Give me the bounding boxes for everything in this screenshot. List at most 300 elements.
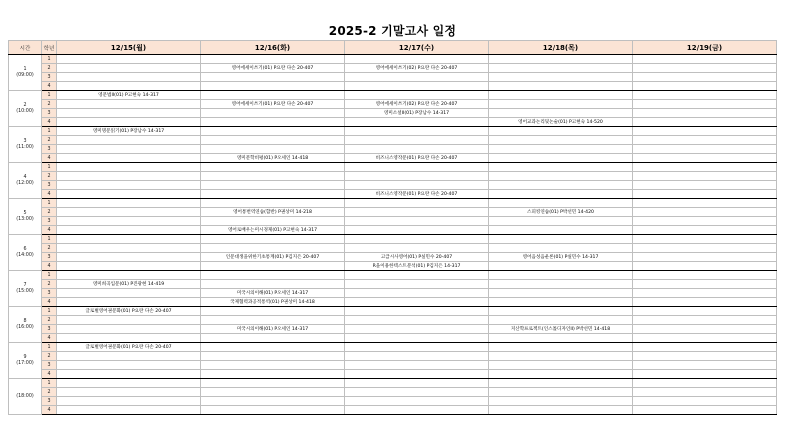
schedule-row [9, 379, 777, 388]
period-number: 2 [42, 388, 57, 397]
exam-cell [345, 127, 489, 136]
period-number: 2 [42, 100, 57, 109]
period-number: 3 [42, 289, 57, 298]
exam-cell [57, 154, 201, 163]
header-day: 12/16(화) [201, 41, 345, 55]
exam-cell [633, 262, 777, 271]
time-slot-time: (14:00) [16, 252, 34, 258]
exam-cell: 글로벌영어권문화(01) P요란 다손 20-407 [57, 343, 201, 352]
period-number: 1 [42, 127, 57, 136]
exam-cell [633, 289, 777, 298]
exam-cell [489, 82, 633, 91]
exam-cell [489, 379, 633, 388]
period-number: 3 [42, 325, 57, 334]
exam-cell [489, 172, 633, 181]
exam-cell [633, 226, 777, 235]
exam-cell [57, 73, 201, 82]
period-number: 4 [42, 406, 57, 415]
period-number: 1 [42, 343, 57, 352]
exam-cell [57, 325, 201, 334]
exam-cell [489, 154, 633, 163]
exam-cell: 국제협력과공적통역(01) P권상미 14-418 [201, 298, 345, 307]
period-number: 2 [42, 208, 57, 217]
period-number: 2 [42, 244, 57, 253]
exam-cell [201, 361, 345, 370]
schedule-row [9, 280, 777, 289]
exam-cell [633, 208, 777, 217]
schedule-row [9, 298, 777, 307]
time-slot-number: 8 [23, 318, 27, 324]
exam-cell [489, 199, 633, 208]
exam-cell [201, 316, 345, 325]
exam-cell [489, 217, 633, 226]
exam-cell [489, 361, 633, 370]
exam-cell [345, 361, 489, 370]
exam-cell [633, 73, 777, 82]
time-slot-time: (11:00) [16, 144, 34, 150]
exam-cell [57, 181, 201, 190]
exam-cell [201, 136, 345, 145]
exam-cell [57, 235, 201, 244]
period-number: 2 [42, 316, 57, 325]
time-slot [9, 271, 42, 307]
exam-cell [633, 397, 777, 406]
exam-cell [345, 208, 489, 217]
exam-schedule-table [8, 40, 777, 415]
exam-cell [201, 379, 345, 388]
exam-cell: 영어교과논리및논술(01) P고현숙 14-520 [489, 118, 633, 127]
schedule-row [9, 118, 777, 127]
exam-cell [57, 109, 201, 118]
exam-cell: 스피킹연습(01) P박선민 14-420 [489, 208, 633, 217]
exam-cell [633, 55, 777, 64]
exam-cell [633, 100, 777, 109]
exam-cell [345, 307, 489, 316]
schedule-row [9, 244, 777, 253]
exam-cell [345, 271, 489, 280]
exam-cell: 영미명문읽기(01) P장남수 14-317 [57, 127, 201, 136]
exam-cell: 인문대생을위한기초통계(01) P김지은 20-407 [201, 253, 345, 262]
exam-cell [489, 226, 633, 235]
exam-cell [345, 91, 489, 100]
period-number: 4 [42, 334, 57, 343]
exam-cell [345, 172, 489, 181]
exam-cell [633, 217, 777, 226]
exam-cell [57, 100, 201, 109]
exam-cell [489, 73, 633, 82]
exam-cell [201, 388, 345, 397]
exam-cell [345, 325, 489, 334]
schedule-row [9, 316, 777, 325]
exam-cell [489, 343, 633, 352]
exam-cell [201, 163, 345, 172]
header-day: 12/17(수) [345, 41, 489, 55]
exam-cell [201, 217, 345, 226]
exam-cell [201, 118, 345, 127]
exam-cell [489, 370, 633, 379]
exam-cell: 비즈니스영작문(01) P요란 다손 20-407 [345, 154, 489, 163]
exam-cell [345, 118, 489, 127]
exam-cell [57, 388, 201, 397]
schedule-row [9, 55, 777, 64]
exam-cell: 영미소설II(01) P장남수 14-317 [345, 109, 489, 118]
exam-cell [633, 199, 777, 208]
exam-cell: 비즈니스영작문(01) P요란 다손 20-407 [345, 190, 489, 199]
schedule-row [9, 100, 777, 109]
exam-cell [489, 181, 633, 190]
exam-cell [633, 163, 777, 172]
exam-cell [633, 82, 777, 91]
exam-cell [201, 370, 345, 379]
schedule-row [9, 217, 777, 226]
schedule-row [9, 190, 777, 199]
exam-cell [201, 172, 345, 181]
exam-cell [201, 145, 345, 154]
exam-cell: 고급시사영어(01) P실민수 20-407 [345, 253, 489, 262]
exam-cell [633, 181, 777, 190]
exam-cell [201, 91, 345, 100]
time-slot [9, 307, 42, 343]
schedule-row [9, 82, 777, 91]
header-time: 시간 [9, 41, 42, 55]
time-slot-number: 3 [23, 138, 27, 144]
exam-cell [489, 406, 633, 415]
period-number: 3 [42, 181, 57, 190]
exam-cell [489, 55, 633, 64]
schedule-row [9, 181, 777, 190]
exam-cell [489, 163, 633, 172]
schedule-row [9, 73, 777, 82]
schedule-row [9, 64, 777, 73]
exam-cell [633, 64, 777, 73]
exam-cell [345, 163, 489, 172]
period-number: 4 [42, 370, 57, 379]
exam-cell [345, 370, 489, 379]
exam-cell [345, 235, 489, 244]
exam-cell [633, 145, 777, 154]
schedule-row [9, 325, 777, 334]
exam-cell: 지산학프로젝트(인스톨디자인II) P박선민 14-418 [489, 325, 633, 334]
exam-cell [633, 109, 777, 118]
schedule-row [9, 388, 777, 397]
schedule-row [9, 109, 777, 118]
exam-cell [57, 226, 201, 235]
schedule-row [9, 172, 777, 181]
exam-cell [345, 136, 489, 145]
exam-cell [633, 343, 777, 352]
exam-cell [345, 244, 489, 253]
exam-cell [633, 244, 777, 253]
time-slot-time: (15:00) [16, 288, 34, 294]
schedule-row [9, 271, 777, 280]
exam-cell [489, 145, 633, 154]
schedule-row [9, 307, 777, 316]
exam-cell [57, 361, 201, 370]
exam-cell [489, 352, 633, 361]
period-number: 1 [42, 199, 57, 208]
period-number: 3 [42, 253, 57, 262]
schedule-row [9, 199, 777, 208]
exam-cell [57, 262, 201, 271]
exam-cell [633, 235, 777, 244]
exam-cell [201, 334, 345, 343]
exam-cell [633, 307, 777, 316]
exam-cell [345, 379, 489, 388]
exam-cell [57, 172, 201, 181]
period-number: 1 [42, 307, 57, 316]
period-number: 3 [42, 217, 57, 226]
exam-cell [633, 316, 777, 325]
time-slot [9, 163, 42, 199]
time-slot-time: (16:00) [16, 324, 34, 330]
exam-cell [633, 190, 777, 199]
time-slot-time: (12:00) [16, 180, 34, 186]
exam-cell [489, 109, 633, 118]
exam-cell [57, 208, 201, 217]
exam-cell [345, 343, 489, 352]
exam-cell [633, 127, 777, 136]
exam-cell [201, 109, 345, 118]
exam-cell [633, 91, 777, 100]
exam-cell [345, 280, 489, 289]
period-number: 3 [42, 109, 57, 118]
schedule-row [9, 289, 777, 298]
exam-cell [57, 190, 201, 199]
exam-cell: 미국시의이해(01) P오세인 14-317 [201, 325, 345, 334]
exam-cell [57, 163, 201, 172]
exam-cell [345, 73, 489, 82]
time-slot-time: (10:00) [16, 108, 34, 114]
exam-cell [633, 253, 777, 262]
exam-cell: 영어통번역연습(합반) P권상미 14-218 [201, 208, 345, 217]
exam-cell: 영어에세이쓰기(02) P요란 다손 20-407 [345, 100, 489, 109]
time-slot [9, 127, 42, 163]
exam-cell [489, 316, 633, 325]
period-number: 1 [42, 55, 57, 64]
exam-cell [201, 262, 345, 271]
exam-cell [633, 334, 777, 343]
time-slot-number: 1 [23, 66, 27, 72]
schedule-body [9, 55, 777, 415]
exam-cell [633, 370, 777, 379]
period-number: 3 [42, 145, 57, 154]
exam-cell [489, 127, 633, 136]
period-number: 2 [42, 136, 57, 145]
period-number: 4 [42, 190, 57, 199]
exam-cell [489, 307, 633, 316]
period-number: 4 [42, 226, 57, 235]
exam-cell [201, 280, 345, 289]
exam-cell [345, 334, 489, 343]
exam-cell [345, 388, 489, 397]
exam-cell [489, 262, 633, 271]
exam-cell [57, 316, 201, 325]
exam-cell [489, 235, 633, 244]
period-number: 3 [42, 73, 57, 82]
time-slot-number: 9 [23, 354, 27, 360]
exam-cell [489, 397, 633, 406]
period-number: 4 [42, 82, 57, 91]
exam-cell [57, 379, 201, 388]
exam-cell [489, 388, 633, 397]
exam-cell [201, 244, 345, 253]
header-row [9, 41, 777, 55]
exam-cell [345, 181, 489, 190]
exam-cell [489, 334, 633, 343]
exam-cell: 영어로배우는미시경제(01) P고현숙 14-317 [201, 226, 345, 235]
time-slot [9, 55, 42, 91]
period-number: 4 [42, 154, 57, 163]
schedule-row [9, 136, 777, 145]
exam-cell [633, 271, 777, 280]
period-number: 2 [42, 352, 57, 361]
exam-cell [345, 406, 489, 415]
schedule-row [9, 406, 777, 415]
exam-cell [57, 217, 201, 226]
exam-cell [345, 316, 489, 325]
time-slot-time: (09:00) [16, 72, 34, 78]
time-slot-number: 4 [23, 174, 27, 180]
exam-cell: 영어음성음운론(01) P실민수 14-317 [489, 253, 633, 262]
header-day: 12/19(금) [633, 41, 777, 55]
exam-cell [57, 136, 201, 145]
schedule-row [9, 145, 777, 154]
period-number: 1 [42, 235, 57, 244]
time-slot-time: (17:00) [16, 360, 34, 366]
exam-cell [201, 343, 345, 352]
period-number: 4 [42, 262, 57, 271]
exam-cell [57, 118, 201, 127]
exam-cell [57, 64, 201, 73]
time-slot-number: 2 [23, 102, 27, 108]
exam-cell [345, 298, 489, 307]
exam-cell [345, 217, 489, 226]
period-number: 2 [42, 280, 57, 289]
exam-cell [633, 406, 777, 415]
schedule-row [9, 370, 777, 379]
exam-cell [489, 289, 633, 298]
period-number: 3 [42, 397, 57, 406]
exam-cell: 영어에세이쓰기(01) P요란 다손 20-407 [201, 100, 345, 109]
schedule-row [9, 397, 777, 406]
exam-cell [633, 388, 777, 397]
exam-cell: 영어에세이쓰기(02) P요란 다손 20-407 [345, 64, 489, 73]
page-title: 2025-2 기말고사 일정 [328, 24, 457, 38]
exam-cell [201, 235, 345, 244]
exam-cell [57, 244, 201, 253]
exam-cell: 영문법II(01) P고현숙 14-317 [57, 91, 201, 100]
period-number: 1 [42, 163, 57, 172]
exam-cell [201, 73, 345, 82]
period-number: 2 [42, 64, 57, 73]
exam-cell [633, 352, 777, 361]
schedule-row [9, 253, 777, 262]
exam-cell: 영미희곡입문(01) P진광현 14-419 [57, 280, 201, 289]
schedule-row [9, 343, 777, 352]
exam-cell [633, 280, 777, 289]
schedule-row [9, 91, 777, 100]
exam-cell [345, 199, 489, 208]
exam-cell [489, 298, 633, 307]
exam-cell [57, 253, 201, 262]
header-day: 12/18(목) [489, 41, 633, 55]
exam-cell [57, 352, 201, 361]
period-number: 1 [42, 379, 57, 388]
exam-cell [201, 199, 345, 208]
header-day: 12/15(월) [57, 41, 201, 55]
schedule-row [9, 262, 777, 271]
exam-cell: 영미문학비평(01) P오세인 14-418 [201, 154, 345, 163]
exam-cell: 글로벌영어권문화(01) P요란 다손 20-407 [57, 307, 201, 316]
exam-cell [57, 55, 201, 64]
period-number: 4 [42, 118, 57, 127]
exam-cell [345, 226, 489, 235]
exam-cell [57, 199, 201, 208]
exam-cell [57, 271, 201, 280]
exam-cell [633, 136, 777, 145]
period-number: 4 [42, 298, 57, 307]
exam-cell [489, 280, 633, 289]
exam-cell [57, 289, 201, 298]
exam-cell [201, 406, 345, 415]
time-slot-number: 7 [23, 282, 27, 288]
exam-cell [489, 100, 633, 109]
exam-cell [489, 271, 633, 280]
time-slot-time: (18:00) [16, 393, 34, 399]
exam-cell [57, 370, 201, 379]
time-slot [9, 235, 42, 271]
schedule-row [9, 127, 777, 136]
exam-cell [489, 91, 633, 100]
exam-cell [201, 181, 345, 190]
time-slot-number: 5 [23, 210, 27, 216]
exam-cell: 영어에세이쓰기(01) P요란 다손 20-407 [201, 64, 345, 73]
header-period: 학년 [42, 41, 57, 55]
exam-cell: R을이용한텍스트분석(01) P김지은 14-317 [345, 262, 489, 271]
schedule-row [9, 154, 777, 163]
exam-cell [345, 82, 489, 91]
exam-cell [633, 172, 777, 181]
time-slot-time: (13:00) [16, 216, 34, 222]
schedule-row [9, 361, 777, 370]
schedule-row [9, 352, 777, 361]
exam-cell: 미국시의이해(01) P오세인 14-317 [201, 289, 345, 298]
schedule-row [9, 208, 777, 217]
exam-cell [489, 190, 633, 199]
exam-cell [633, 298, 777, 307]
exam-cell [201, 55, 345, 64]
exam-cell [57, 82, 201, 91]
exam-cell [345, 397, 489, 406]
exam-cell [633, 154, 777, 163]
exam-cell [57, 145, 201, 154]
exam-cell [201, 190, 345, 199]
period-number: 3 [42, 361, 57, 370]
exam-cell [201, 352, 345, 361]
exam-cell [489, 64, 633, 73]
exam-cell [345, 145, 489, 154]
exam-cell [201, 397, 345, 406]
exam-cell [57, 406, 201, 415]
exam-cell [201, 307, 345, 316]
time-slot [9, 91, 42, 127]
exam-cell [633, 361, 777, 370]
exam-cell [57, 298, 201, 307]
time-slot [9, 343, 42, 379]
schedule-row [9, 163, 777, 172]
exam-cell [489, 136, 633, 145]
exam-cell [489, 244, 633, 253]
